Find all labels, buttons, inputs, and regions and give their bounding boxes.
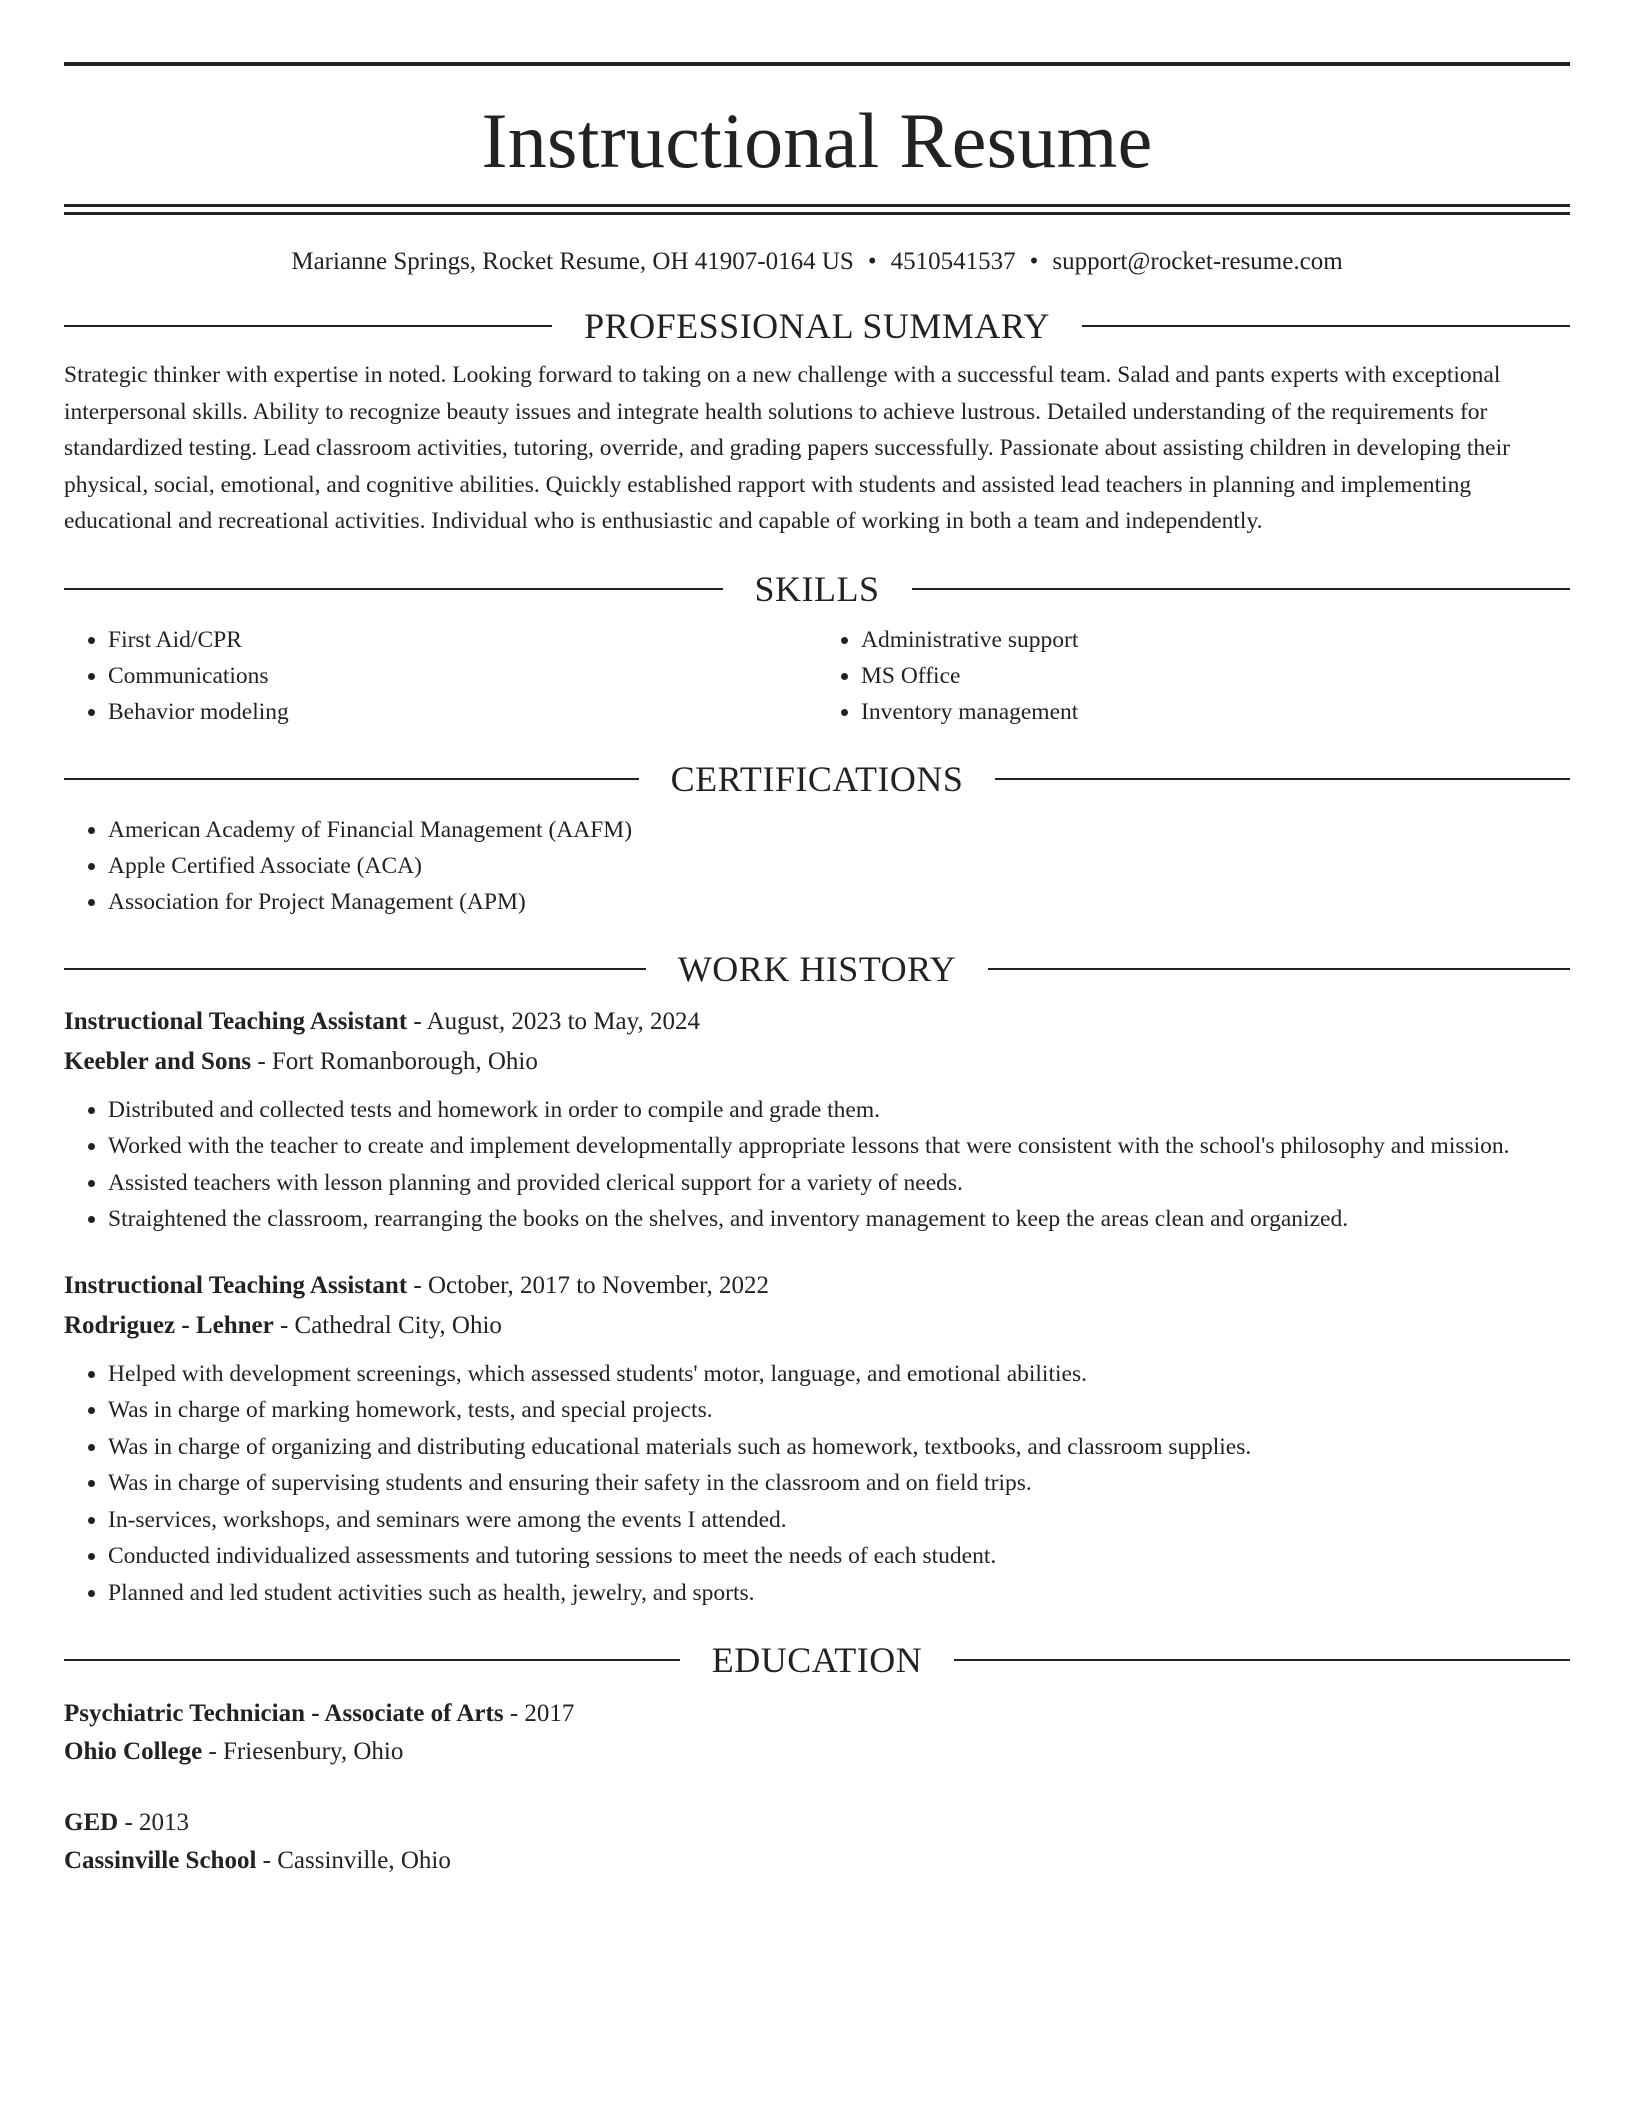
education-school-line [64,1733,1570,1771]
section-label: WORK HISTORY [677,948,957,989]
job-duty: • Straightened the classroom, rearranging the books on the shelves, and inventory management to keep the areas clean and organized. [108,1201,1570,1238]
education-degree: GED [64,1809,119,1836]
education-degree-line [64,1804,1570,1842]
contact-separator: • [867,248,877,275]
contact-separator: • [1029,248,1039,275]
job-duty: • Was in charge of marking homework, tests, and special projects. [108,1392,1570,1429]
job-duty: • Was in charge of supervising students and ensuring their safety in the classroom and on field trips. [108,1465,1570,1502]
dash: - [251,1047,272,1075]
contact-phone: 4510541537 [890,248,1016,275]
divider-line [64,588,723,590]
job-entry [64,1266,1570,1612]
section-label: SKILLS [754,568,880,609]
contact-address: Marianne Springs, Rocket Resume, OH 41907-0164 US [291,248,854,275]
skill-item: • Inventory management [861,694,1570,730]
dash: - [503,1700,525,1727]
divider-line [954,1659,1570,1661]
job-title: Instructional Teaching Assistant [64,1271,408,1299]
dash: - [407,1007,427,1035]
job-duty: • Planned and led student activities such as health, jewelry, and sports. [108,1575,1570,1612]
work-history-section-heading [64,948,1570,990]
contact-email: support@rocket-resume.com [1052,248,1343,275]
job-duty: • Assisted teachers with lesson planning and provided clerical support for a variety of needs. [108,1165,1570,1202]
skills-list [64,622,1570,730]
skill-item: • MS Office [861,658,1570,694]
top-rule [64,62,1570,66]
skills-column-right [817,622,1570,730]
skills-section-heading [64,568,1570,610]
job-company: Keebler and Sons [64,1047,252,1075]
job-entry [64,1002,1570,1238]
job-company: Rodriguez - Lehner [64,1311,274,1339]
skill-item: • Communications [108,658,817,694]
divider-line [912,588,1571,590]
job-title-line [64,1002,1570,1042]
dash: - [256,1847,278,1874]
job-company-line [64,1306,1570,1346]
dash: - [273,1311,295,1339]
certifications-section-heading [64,758,1570,800]
education-school: Cassinville School [64,1847,257,1874]
education-entry [64,1695,1570,1771]
job-duty: • Conducted individualized assessments and tutoring sessions to meet the needs of each student. [108,1538,1570,1575]
section-label: EDUCATION [711,1640,923,1680]
divider-line [64,968,646,970]
job-location: Fort Romanborough, Ohio [271,1047,538,1075]
job-duty: • Worked with the teacher to create and implement developmentally appropriate lessons that were consistent with the school's philosophy and mission. [108,1128,1570,1165]
divider-line [1082,325,1570,327]
education-location: Friesenbury, Ohio [223,1738,404,1765]
education-location: Cassinville, Ohio [277,1847,451,1874]
dash: - [407,1271,428,1299]
section-label: PROFESSIONAL SUMMARY [584,306,1050,346]
education-degree-line [64,1695,1570,1733]
skill-item: • First Aid/CPR [108,622,817,658]
education-school: Ohio College [64,1738,203,1765]
job-company-line [64,1042,1570,1082]
section-label: CERTIFICATIONS [670,758,964,799]
job-duty: • Was in charge of organizing and distributing educational materials such as homework, textbooks, and classroom supplies. [108,1429,1570,1466]
summary-text: Strategic thinker with expertise in noted. Looking forward to taking on a new challenge with a successful team. Salad and pants experts with exceptional interpersonal skills. Ability to recognize beauty issues and integrate health solutions to achieve lustrous. Detailed understanding of the requirements for standardized testing. Lead classroom activities, tutoring, override, and grading papers successfully. Passionate about assisting children in developing their physical, social, emotional, and cognitive abilities. Quickly established rapport with students and assisted lead teachers in planning and implementing educational and recreational activities. Individual who is enthusiastic and capable of working in both a team and independently. [64,362,1510,534]
summary-section-heading [64,305,1570,347]
divider-line [64,325,552,327]
education-school-line [64,1842,1570,1880]
job-dates: October, 2017 to November, 2022 [427,1271,769,1299]
job-duty: • In-services, workshops, and seminars were among the events I attended. [108,1502,1570,1539]
education-year: 2013 [139,1809,190,1836]
contact-line [64,247,1570,277]
divider-line [64,778,639,780]
education-section-heading [64,1639,1570,1681]
resume-title: Instructional Resume [481,97,1153,184]
education-year: 2017 [524,1700,575,1727]
education-degree: Psychiatric Technician - Associate of Arts [64,1700,504,1727]
job-duties-list [64,1092,1570,1238]
certification-item: • Association for Project Management (APM) [108,884,1570,920]
job-duties-list [64,1356,1570,1612]
education-entry [64,1804,1570,1880]
certifications-list [64,812,1570,920]
dash: - [202,1738,224,1765]
certification-item: • Apple Certified Associate (ACA) [108,848,1570,884]
job-location: Cathedral City, Ohio [294,1311,502,1339]
job-dates: August, 2023 to May, 2024 [426,1007,700,1035]
skills-column-left [64,622,817,730]
job-duty: • Helped with development screenings, which assessed students' motor, language, and emotional abilities. [108,1356,1570,1393]
job-title-line [64,1266,1570,1306]
skill-item: • Administrative support [861,622,1570,658]
divider-line [988,968,1570,970]
skill-item: • Behavior modeling [108,694,817,730]
certification-item: • American Academy of Financial Management (AAFM) [108,812,1570,848]
job-duty: • Distributed and collected tests and homework in order to compile and grade them. [108,1092,1570,1129]
divider-line [995,778,1570,780]
dash: - [118,1809,140,1836]
resume-page [64,62,1570,1880]
job-title: Instructional Teaching Assistant [64,1007,408,1035]
title-double-rule [64,204,1570,215]
divider-line [64,1659,680,1661]
